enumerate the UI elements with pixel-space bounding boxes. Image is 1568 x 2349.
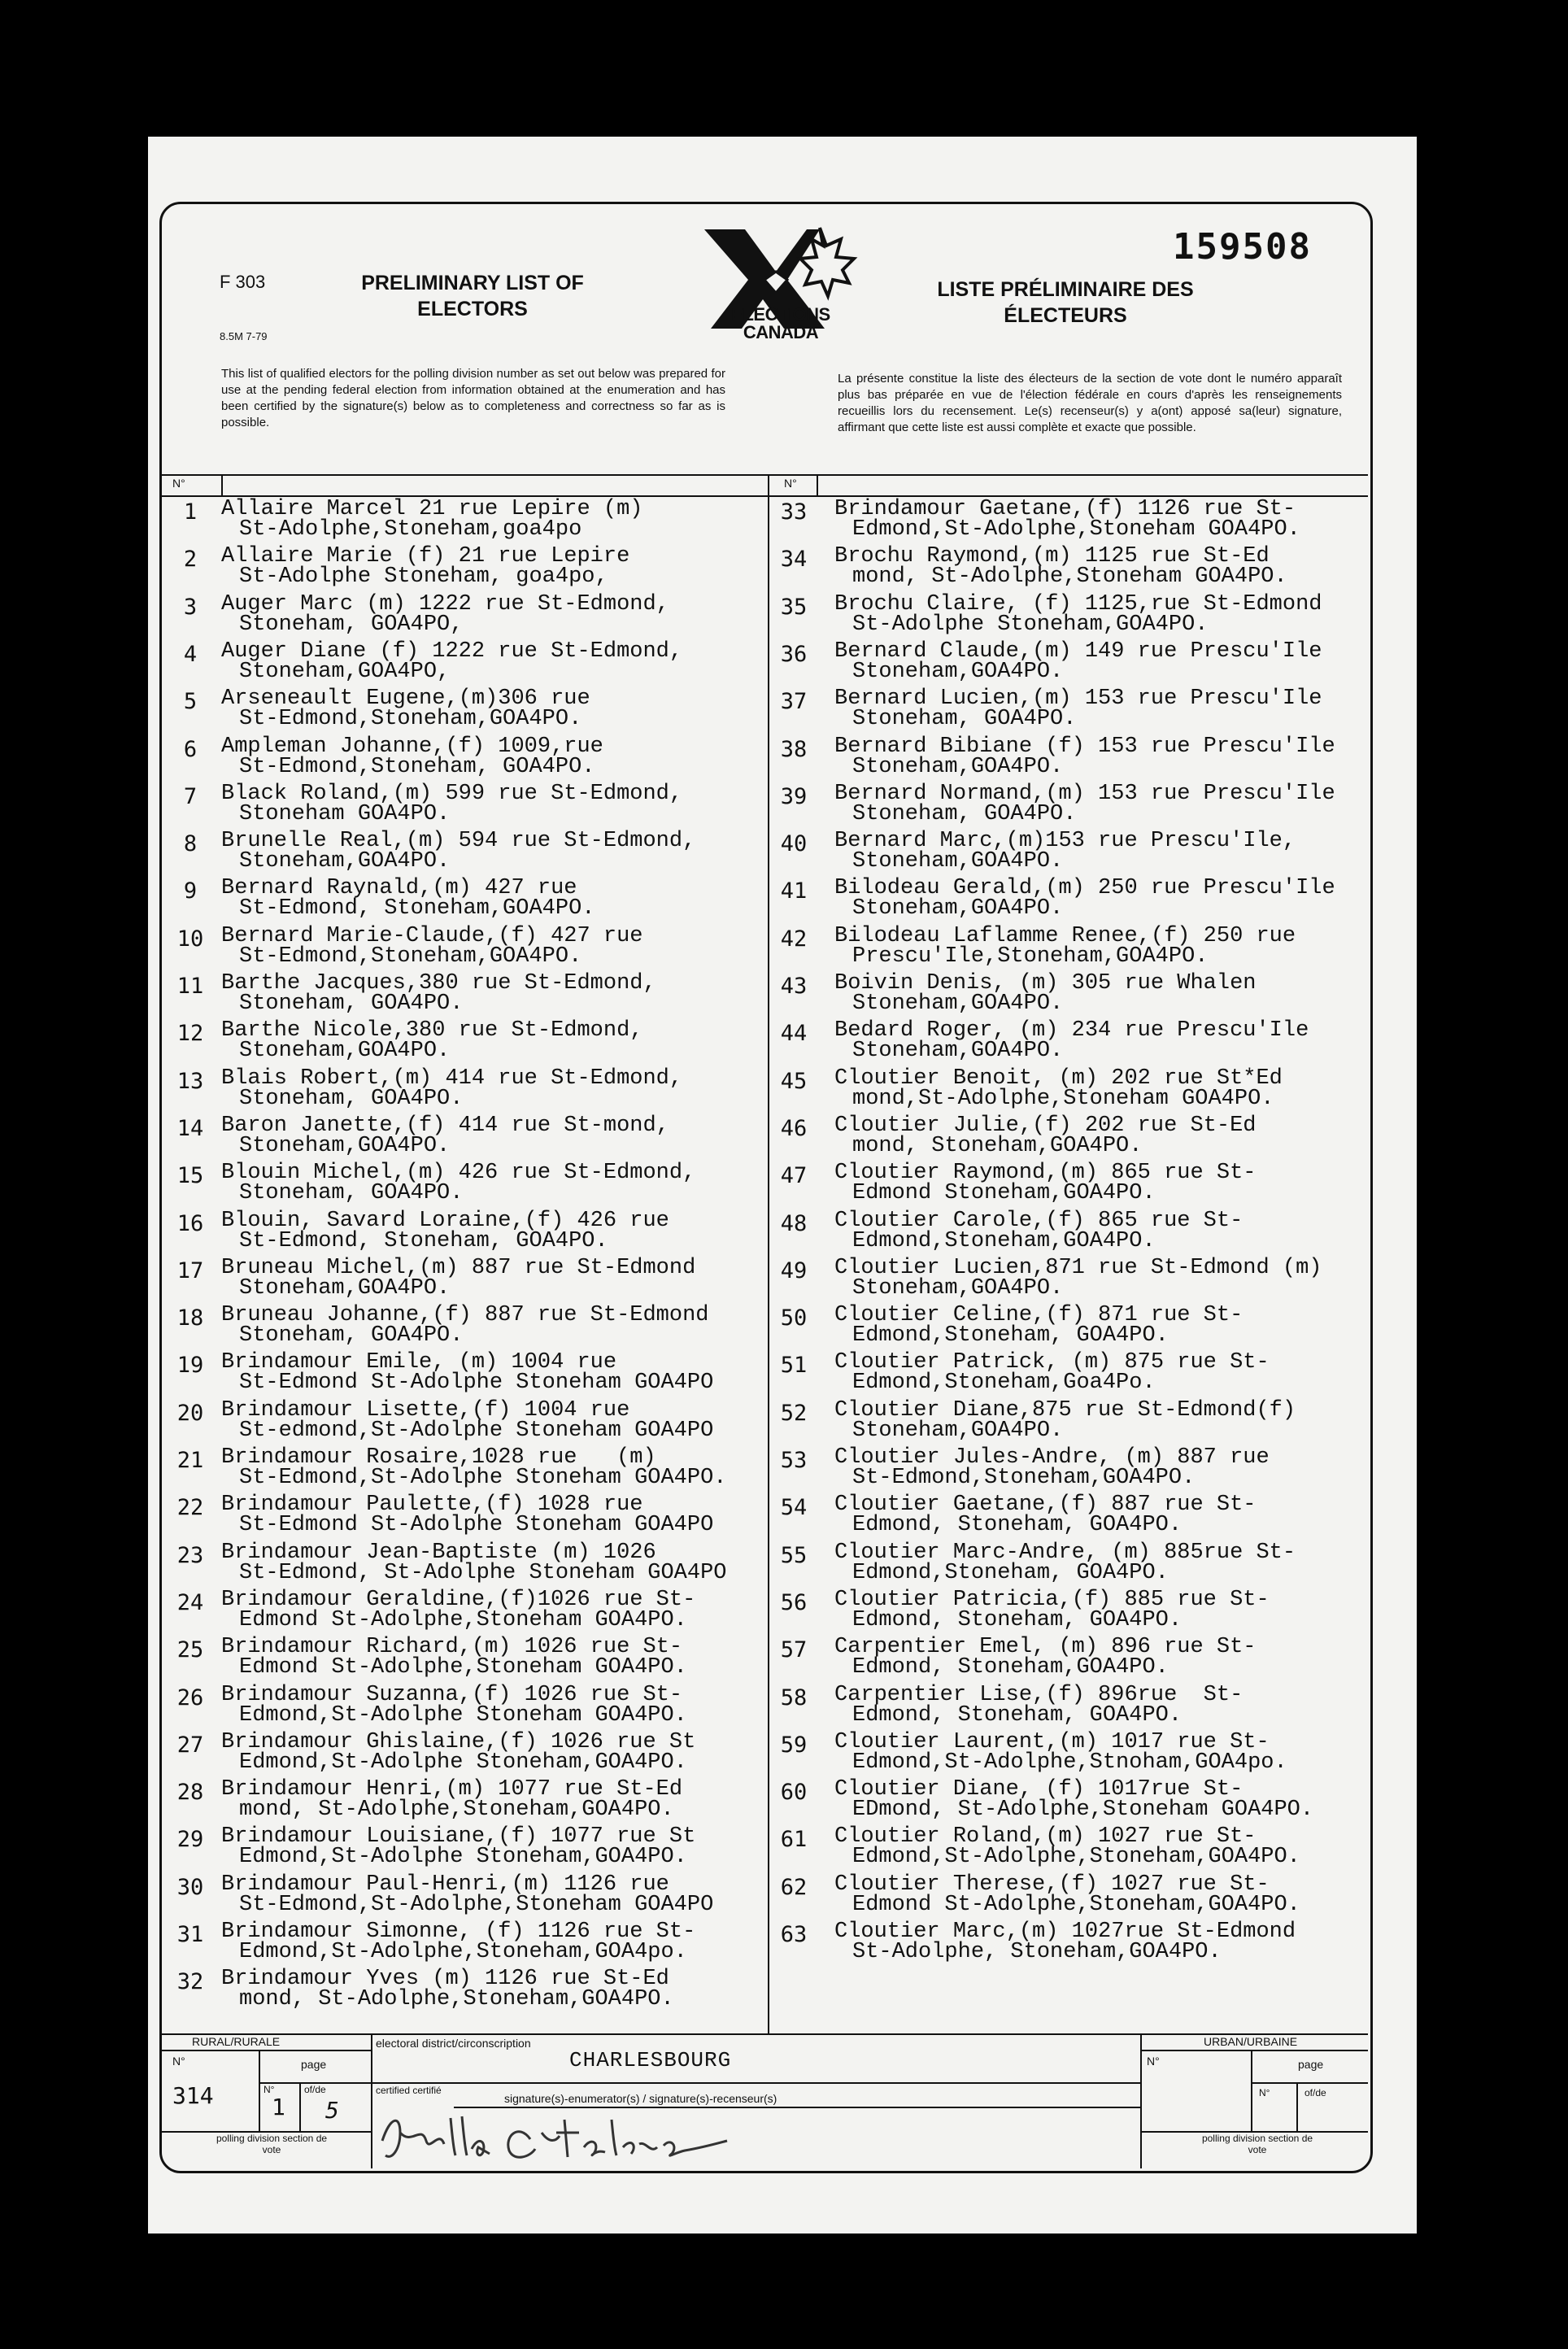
elector-entry-line1: Brindamour Henri,(m) 1077 rue St-Ed	[221, 1777, 683, 1802]
elector-entry	[834, 638, 1322, 684]
elector-entry-line2: Edmond,Stoneham, GOA4PO.	[852, 1323, 1169, 1349]
elector-entry	[834, 1587, 1270, 1632]
elector-entry-line1: Brindamour Geraldine,(f)1026 rue St-	[221, 1587, 696, 1612]
elector-entry-line1: Brunelle Real,(m) 594 rue St-Edmond,	[221, 829, 696, 854]
elector-entry	[221, 1682, 687, 1728]
elector-number: 4	[183, 641, 198, 667]
page-number: 1	[272, 2094, 285, 2120]
elector-entry	[834, 923, 1296, 969]
elector-entry	[834, 876, 1335, 922]
rural-page-divider	[299, 2082, 301, 2131]
elector-entry-line2: Stoneham,GOA4PO.	[239, 1039, 451, 1064]
rural-label: RURAL/RURALE	[192, 2035, 281, 2048]
footer-top-line	[161, 2033, 1368, 2035]
elector-entry-line2: Edmond,Stoneham,GOA4PO.	[852, 1228, 1156, 1253]
elector-number: 41	[780, 878, 808, 904]
elector-entry-line2: Stoneham,GOA4PO,	[239, 659, 451, 684]
elector-entry-line2: Stoneham,GOA4PO.	[852, 659, 1064, 684]
elector-entry	[834, 1777, 1314, 1823]
elector-number: 15	[176, 1163, 204, 1189]
elector-entry-line1: Arseneault Eugene,(m)306 rue	[221, 686, 590, 712]
elector-entry-line1: Auger Diane (f) 1222 rue St-Edmond,	[221, 638, 683, 664]
elector-entry	[221, 1018, 643, 1064]
logo-text	[699, 306, 862, 342]
elector-entry-line2: Stoneham,GOA4PO.	[852, 849, 1064, 874]
elector-entry	[221, 1303, 709, 1349]
elector-entry	[221, 1824, 696, 1870]
elector-number: 60	[780, 1780, 808, 1806]
elector-entry-line1: Blais Robert,(m) 414 rue St-Edmond,	[221, 1066, 683, 1091]
urban-page-no-label: N°	[1259, 2087, 1270, 2098]
elector-entry	[834, 1445, 1270, 1490]
elector-entry-line1: Brochu Raymond,(m) 1125 rue St-Ed	[834, 544, 1270, 569]
elector-number: 36	[780, 641, 808, 667]
elector-entry-line2: Stoneham,GOA4PO.	[852, 1039, 1064, 1064]
title-french: LISTE PRÉLIMINAIRE DES ÉLECTEURS	[937, 278, 1194, 327]
elector-number: 46	[780, 1115, 808, 1141]
electoral-district: CHARLESBOURG	[569, 2048, 732, 2072]
form-code: F 303	[220, 272, 266, 292]
form-print-code: 8.5M 7-79	[220, 330, 268, 342]
elector-entry-line2: Edmond,Stoneham, GOA4PO.	[852, 1560, 1169, 1585]
urban-page-label: page	[1298, 2058, 1324, 2071]
elector-entry-line1: Brindamour Rosaire,1028 rue (m)	[221, 1445, 656, 1470]
elector-entry	[221, 1872, 714, 1917]
elector-number: 18	[176, 1305, 204, 1331]
elector-number: 6	[183, 736, 198, 762]
elector-entry-line1: Black Roland,(m) 599 rue St-Edmond,	[221, 781, 683, 806]
elector-entry	[221, 971, 656, 1016]
elector-number: 44	[780, 1021, 808, 1047]
elector-entry-line2: St-edmond,St-Adolphe Stoneham GOA4PO	[239, 1418, 714, 1443]
elector-entry-line1: Cloutier Marc,(m) 1027rue St-Edmond	[834, 1920, 1296, 1944]
elector-entry-line1: Brindamour Jean-Baptiste (m) 1026	[221, 1540, 656, 1565]
elector-entry-line2: Stoneham,GOA4PO.	[852, 1275, 1064, 1301]
elector-entry-line2: Prescu'Ile,Stoneham,GOA4PO.	[852, 944, 1209, 969]
elector-entry-line2: Stoneham,GOA4PO.	[239, 849, 451, 874]
elector-entry	[834, 1495, 1256, 1536]
elector-number: 3	[183, 594, 198, 620]
elector-entry	[221, 1397, 714, 1443]
elector-entry-line1: Cloutier Roland,(m) 1027 rue St-	[834, 1824, 1257, 1850]
elector-entry	[834, 831, 1296, 872]
elector-entry-line1: Bilodeau Gerald,(m) 250 rue Prescu'Ile	[834, 876, 1335, 901]
elector-entry-line2: Edmond St-Adolphe,Stoneham GOA4PO.	[239, 1655, 687, 1680]
elector-number: 5	[183, 689, 198, 715]
elector-entry-line1: Brindamour Paulette,(f) 1028 rue	[221, 1493, 643, 1518]
elector-entry-line2: Edmond,Stoneham,Goa4Po.	[852, 1371, 1156, 1396]
rural-no-divider	[259, 2050, 260, 2131]
elector-number: 1	[183, 499, 198, 525]
elector-number: 17	[176, 1257, 204, 1283]
elector-entry	[834, 971, 1257, 1016]
elector-entry	[221, 1587, 696, 1632]
elector-entry-line1: Brindamour Louisiane,(f) 1077 rue St	[221, 1824, 696, 1850]
elector-entry-line1: Cloutier Benoit, (m) 202 rue St*Ed	[834, 1066, 1283, 1091]
elector-entry-line2: mond, Stoneham,GOA4PO.	[852, 1133, 1143, 1158]
elector-entry-line1: Cloutier Gaetane,(f) 887 rue St-	[834, 1493, 1257, 1518]
urban-no-divider	[1251, 2050, 1252, 2131]
elector-entry-line1: Bernard Raynald,(m) 427 rue	[221, 876, 577, 901]
elector-number: 59	[780, 1732, 808, 1758]
elector-entry	[221, 734, 603, 779]
elector-entry-line1: Brindamour Paul-Henri,(m) 1126 rue	[221, 1872, 669, 1897]
elector-entry-line2: Stoneham GOA4PO.	[239, 801, 451, 826]
elector-entry	[221, 923, 643, 969]
elector-number: 23	[176, 1542, 204, 1568]
elector-entry	[834, 1824, 1300, 1870]
elector-entry	[221, 1163, 695, 1204]
elector-number: 56	[780, 1589, 808, 1615]
elector-entry	[221, 1777, 683, 1823]
elector-entry	[834, 1540, 1296, 1585]
elector-entry-line2: Edmond,St-Adolphe,Stoneham GOA4PO.	[852, 517, 1300, 542]
elector-entry-line2: Edmond, Stoneham, GOA4PO.	[852, 1702, 1183, 1728]
elector-entry-line1: Cloutier Raymond,(m) 865 rue St-	[834, 1161, 1257, 1186]
elector-number: 30	[176, 1874, 204, 1900]
urban-header-line	[1140, 2050, 1368, 2051]
elector-entry-line2: St-Edmond,Stoneham, GOA4PO.	[239, 754, 595, 779]
elector-number: 47	[780, 1163, 808, 1189]
elector-entry-line1: Cloutier Jules-Andre, (m) 887 rue	[834, 1445, 1270, 1470]
elector-entry-line1: Brindamour Ghislaine,(f) 1026 rue St	[221, 1729, 696, 1754]
elector-entry-line2: St-Edmond, Stoneham, GOA4PO.	[239, 1228, 608, 1253]
elector-entry-line1: Brindamour Suzanna,(f) 1026 rue St-	[221, 1682, 683, 1707]
elector-entry	[834, 781, 1335, 826]
elector-number: 51	[780, 1353, 808, 1379]
elector-entry-line2: Edmond, Stoneham, GOA4PO.	[852, 1513, 1183, 1538]
elector-entry	[221, 1969, 674, 2010]
elector-entry-line2: Edmond Stoneham,GOA4PO.	[852, 1181, 1156, 1206]
title-english: PRELIMINARY LIST OF ELECTORS	[361, 272, 584, 320]
elector-entry-line1: Allaire Marie (f) 21 rue Lepire	[221, 544, 630, 569]
elector-entry-line1: Cloutier Carole,(f) 865 rue St-	[834, 1208, 1244, 1233]
elector-entry-line1: Brochu Claire, (f) 1125,rue St-Edmond	[834, 591, 1322, 617]
elector-entry-line2: St-Edmond,Stoneham,GOA4PO.	[852, 1466, 1196, 1490]
elector-number: 52	[780, 1400, 808, 1426]
elector-entry-line2: Edmond,St-Adolphe,Stnoham,GOA4po.	[852, 1750, 1287, 1775]
elector-number: 55	[780, 1542, 808, 1568]
elector-number: 62	[780, 1874, 808, 1900]
elector-entry-line2: Edmond,St-Adolphe,Stoneham,GOA4po.	[239, 1940, 687, 1964]
elector-entry	[834, 1729, 1287, 1775]
elector-entry-line1: Cloutier Celine,(f) 871 rue St-	[834, 1303, 1244, 1328]
elector-number: 57	[780, 1637, 808, 1663]
elector-entry-line1: Brindamour Gaetane,(f) 1126 rue St-	[834, 497, 1296, 521]
elector-entry-line1: Carpentier Lise,(f) 896rue St-	[834, 1682, 1244, 1707]
elector-entry-line1: Cloutier Therese,(f) 1027 rue St-	[834, 1872, 1270, 1897]
elector-entry-line1: Brindamour Yves (m) 1126 rue St-Ed	[221, 1967, 669, 1992]
elector-entry	[221, 1066, 683, 1111]
urban-page-divider	[1296, 2082, 1298, 2131]
elector-entry	[834, 499, 1300, 540]
elector-number: 9	[183, 878, 198, 904]
urban-label: URBAN/URBAINE	[1204, 2035, 1298, 2048]
elector-entry-line2: St-Edmond, St-Adolphe Stoneham GOA4PO	[239, 1560, 727, 1585]
elector-number: 42	[780, 926, 808, 952]
elector-entry-line1: Cloutier Julie,(f) 202 rue St-Ed	[834, 1113, 1257, 1138]
elector-entry-line2: St-Edmond,Stoneham,GOA4PO.	[239, 707, 582, 732]
elector-number: 2	[183, 547, 198, 573]
elector-entry	[834, 1872, 1300, 1917]
footer-rural-divider	[371, 2033, 372, 2168]
elector-number: 21	[176, 1448, 204, 1473]
elector-entry	[221, 1208, 669, 1253]
elector-entry-line1: Brindamour Lisette,(f) 1004 rue	[221, 1397, 630, 1423]
elector-number: 28	[176, 1780, 204, 1806]
elector-entry-line1: Cloutier Laurent,(m) 1017 rue St-	[834, 1729, 1270, 1754]
elector-entry	[834, 1163, 1256, 1204]
elector-entry-line2: Stoneham, GOA4PO.	[852, 801, 1077, 826]
elector-entry	[221, 1922, 695, 1963]
elector-number: 20	[176, 1400, 204, 1426]
elector-entry-line1: Bernard Bibiane (f) 153 rue Prescu'Ile	[834, 734, 1335, 759]
elector-entry-line1: Cloutier Diane, (f) 1017rue St-	[834, 1777, 1244, 1802]
elector-entry	[834, 1682, 1244, 1728]
elector-number: 43	[780, 974, 808, 999]
rural-page-label: page	[301, 2058, 327, 2071]
elector-entry-line1: Baron Janette,(f) 414 rue St-mond,	[221, 1113, 669, 1138]
elector-entry-line2: Stoneham,GOA4PO.	[852, 1418, 1064, 1443]
elector-entry-line1: Bruneau Michel,(m) 887 rue St-Edmond	[221, 1255, 696, 1280]
intro-french: La présente constitue la liste des électeurs de la section de vote dont le numéro apparaît plus bas préparée en vue de l'élection fédérale en cours d'après les renseignements recueillis lors du recensement. Le(s) recenseur(s) y a(ont) apposé sa(leur) signature, affirmant que cette liste est aussi complète et exacte que possible.	[838, 372, 1342, 434]
urban-polling-division-label: polling division section de vote	[1201, 2133, 1313, 2155]
elector-entry-line1: Auger Marc (m) 1222 rue St-Edmond,	[221, 591, 669, 617]
elector-entry-line1: Cloutier Patricia,(f) 885 rue St-	[834, 1587, 1270, 1612]
elector-entry-line2: mond,St-Adolphe,Stoneham GOA4PO.	[852, 1086, 1274, 1111]
elector-entry-line2: Stoneham, GOA4PO.	[239, 1086, 464, 1111]
elector-number: 27	[176, 1732, 204, 1758]
elector-entry	[221, 1255, 696, 1301]
column-header-no-right: N°	[784, 477, 797, 490]
elector-entry-line1: Bilodeau Laflamme Renee,(f) 250 rue	[834, 923, 1296, 948]
elector-entry-line2: Edmond,St-Adolphe Stoneham GOA4PO.	[239, 1702, 687, 1728]
elector-number: 40	[780, 831, 808, 857]
elector-number: 34	[780, 547, 808, 573]
elector-entry-line2: Edmond St-Adolphe,Stoneham GOA4PO.	[239, 1607, 687, 1632]
elector-entry-line2: Edmond,St-Adolphe Stoneham,GOA4PO.	[239, 1845, 687, 1870]
rural-header-line	[161, 2050, 371, 2051]
elector-entry-line1: Blouin Michel,(m) 426 rue St-Edmond,	[221, 1161, 696, 1186]
elector-entry	[221, 1113, 669, 1158]
elector-number: 39	[780, 783, 808, 809]
elector-number: 13	[176, 1068, 204, 1094]
elector-entry-line2: St-Adolphe Stoneham, goa4po,	[239, 564, 608, 590]
elector-number: 61	[780, 1827, 808, 1853]
elector-entry-line1: Ampleman Johanne,(f) 1009,rue	[221, 734, 603, 759]
page-of-label: of/de	[304, 2084, 326, 2095]
urban-page-line	[1251, 2082, 1368, 2084]
elector-entry	[834, 1637, 1256, 1678]
elector-entry-line1: Bernard Marie-Claude,(f) 427 rue	[221, 923, 643, 948]
elector-number: 14	[176, 1115, 204, 1141]
elector-entry-line1: Blouin, Savard Loraine,(f) 426 rue	[221, 1208, 669, 1233]
elector-number: 12	[176, 1021, 204, 1047]
elector-entry-line1: Bernard Marc,(m)153 rue Prescu'Ile,	[834, 829, 1296, 854]
elector-entry-line1: Bedard Roger, (m) 234 rue Prescu'Ile	[834, 1018, 1309, 1044]
rural-no-label: N°	[172, 2055, 185, 2068]
elector-number: 49	[780, 1257, 808, 1283]
district-label: electoral district/circonscription	[376, 2037, 531, 2050]
elector-entry-line2: Stoneham, GOA4PO.	[239, 991, 464, 1016]
elector-entry-line1: Bernard Claude,(m) 149 rue Prescu'Ile	[834, 638, 1322, 664]
page-of-number: 5	[325, 2097, 339, 2124]
elector-entry-line2: Stoneham,GOA4PO.	[239, 1133, 451, 1158]
urban-page-of-label: of/de	[1304, 2087, 1326, 2098]
elector-number: 22	[176, 1495, 204, 1521]
enumerator-signature	[376, 2108, 750, 2168]
elector-number: 11	[176, 974, 204, 999]
elector-entry	[221, 591, 669, 637]
elector-entry-line1: Cloutier Diane,875 rue St-Edmond(f)	[834, 1397, 1296, 1423]
elector-entry	[221, 1637, 687, 1678]
elector-entry-line2: Stoneham,GOA4PO.	[852, 991, 1064, 1016]
elector-entry	[221, 1729, 696, 1775]
elector-entry-line2: Stoneham,GOA4PO.	[852, 896, 1064, 922]
serial-number: 159508	[1173, 226, 1312, 268]
elector-entry	[834, 686, 1322, 732]
elector-entry	[834, 734, 1335, 779]
elector-entry-line2: Stoneham, GOA4PO.	[852, 707, 1077, 732]
column-header-no-left: N°	[172, 477, 185, 490]
elector-number: 19	[176, 1353, 204, 1379]
elector-entry	[834, 1397, 1296, 1443]
district-line	[371, 2082, 1140, 2084]
elector-entry-line1: Barthe Nicole,380 rue St-Edmond,	[221, 1018, 643, 1044]
elector-number: 54	[780, 1495, 808, 1521]
elector-entry-line1: Barthe Jacques,380 rue St-Edmond,	[221, 971, 656, 996]
elector-entry-line2: Stoneham, GOA4PO.	[239, 1181, 464, 1206]
elector-entry-line2: Stoneham,GOA4PO.	[239, 1275, 451, 1301]
elector-number: 50	[780, 1305, 808, 1331]
elector-entry-line2: Edmond, Stoneham,GOA4PO.	[852, 1655, 1169, 1680]
elector-entry	[834, 1018, 1309, 1064]
elector-entry-line1: Brindamour Richard,(m) 1026 rue St-	[221, 1635, 683, 1660]
elector-entry-line1: Brindamour Simonne, (f) 1126 rue St-	[221, 1920, 696, 1944]
elector-number: 63	[780, 1922, 808, 1947]
elector-number: 38	[780, 736, 808, 762]
elector-entry	[221, 781, 683, 826]
elector-entry	[221, 499, 642, 540]
elector-entry-line1: Bernard Lucien,(m) 153 rue Prescu'Ile	[834, 686, 1322, 712]
elector-number: 8	[183, 831, 198, 857]
elector-entry-line2: Edmond,St-Adolphe,Stoneham,GOA4PO.	[852, 1845, 1300, 1870]
polling-division-number: 314	[172, 2082, 214, 2109]
elector-entry-line1: Brindamour Emile, (m) 1004 rue	[221, 1350, 617, 1375]
elector-entry	[834, 1208, 1244, 1253]
elector-entry	[221, 876, 595, 922]
elector-entry-line1: Boivin Denis, (m) 305 rue Whalen	[834, 971, 1257, 996]
elector-entry-line1: Allaire Marcel 21 rue Lepire (m)	[221, 497, 643, 521]
elector-entry-line2: Edmond,St-Adolphe Stoneham,GOA4PO.	[239, 1750, 687, 1775]
elector-number: 29	[176, 1827, 204, 1853]
table-top-line	[161, 474, 1368, 476]
elector-entry-line2: Stoneham, GOA4PO.	[239, 1323, 464, 1349]
elector-entry	[834, 1255, 1322, 1301]
elector-entry-line2: EDmond, St-Adolphe,Stoneham GOA4PO.	[852, 1798, 1314, 1823]
elector-entry-line2: Stoneham,GOA4PO.	[852, 754, 1064, 779]
elector-entry-line1: Bruneau Johanne,(f) 887 rue St-Edmond	[221, 1303, 709, 1328]
polling-division-label: polling division section de vote	[216, 2133, 328, 2155]
elector-entry	[221, 1350, 714, 1396]
elector-entry-line2: St-Edmond,St-Adolphe,Stoneham GOA4PO	[239, 1892, 714, 1917]
elector-number: 45	[780, 1068, 808, 1094]
elector-number: 33	[780, 499, 808, 525]
elector-number: 48	[780, 1210, 808, 1236]
elector-entry	[834, 544, 1287, 590]
elector-number: 24	[176, 1589, 204, 1615]
signature-label: signature(s)-enumerator(s) / signature(s)-recenseur(s)	[504, 2092, 777, 2105]
elector-entry	[221, 1495, 713, 1536]
elector-entry-line2: Edmond St-Adolphe,Stoneham,GOA4PO.	[852, 1892, 1300, 1917]
elector-entry	[221, 638, 683, 684]
elector-entry-line1: Bernard Normand,(m) 153 rue Prescu'Ile	[834, 781, 1335, 806]
elector-entry-line2: St-Edmond,St-Adolphe Stoneham GOA4PO.	[239, 1466, 727, 1490]
elector-entry	[221, 1445, 727, 1490]
elector-entry	[221, 1540, 727, 1585]
elector-entry	[221, 544, 630, 590]
elector-entry-line2: mond, St-Adolphe,Stoneham GOA4PO.	[852, 564, 1287, 590]
elector-number: 31	[176, 1922, 204, 1947]
logo-text-line2: CANADA	[743, 322, 819, 342]
elector-number: 26	[176, 1684, 204, 1711]
elector-number: 7	[183, 783, 198, 809]
elector-number: 58	[780, 1684, 808, 1711]
elector-entry	[834, 1066, 1283, 1111]
elector-number: 35	[780, 594, 808, 620]
elector-entry	[834, 1922, 1296, 1963]
elector-entry-line2: mond, St-Adolphe,Stoneham,GOA4PO.	[239, 1798, 674, 1823]
elector-entry-line1: Cloutier Lucien,871 rue St-Edmond (m)	[834, 1255, 1322, 1280]
logo-text-line1: ELECTIONS	[731, 304, 830, 325]
elector-number: 37	[780, 689, 808, 715]
elector-entry-line2: St-Adolphe, Stoneham,GOA4PO.	[852, 1940, 1222, 1964]
certified-label: certified certifié	[376, 2085, 442, 2096]
header-no-divider-left	[221, 474, 223, 495]
elector-entry-line2: St-Adolphe,Stoneham,goa4po	[239, 517, 582, 542]
elector-entry-line2: St-Edmond St-Adolphe Stoneham GOA4PO	[239, 1513, 714, 1538]
elector-entry	[221, 686, 590, 732]
elector-entry-line2: St-Adolphe Stoneham,GOA4PO.	[852, 612, 1209, 637]
elector-entry-line2: Edmond, Stoneham, GOA4PO.	[852, 1607, 1183, 1632]
elector-entry	[221, 831, 695, 872]
elector-number: 32	[176, 1969, 204, 1995]
elector-entry-line1: Carpentier Emel, (m) 896 rue St-	[834, 1635, 1257, 1660]
footer-urban-divider	[1140, 2033, 1142, 2168]
elector-entry-line2: St-Edmond,Stoneham,GOA4PO.	[239, 944, 582, 969]
elector-entry-line2: mond, St-Adolphe,Stoneham,GOA4PO.	[239, 1987, 674, 2012]
page-no-label: N°	[264, 2084, 275, 2095]
elector-entry-line2: St-Edmond St-Adolphe Stoneham GOA4PO	[239, 1371, 714, 1396]
intro-english: This list of qualified electors for the polling division number as set out below was prepared for use at the pending federal election from information obtained at the enumeration and has been certified by the signature(s) below as to completeness and correctness so far as is possible.	[221, 367, 725, 429]
elector-entry-line2: Stoneham, GOA4PO,	[239, 612, 464, 637]
elector-entry	[834, 1303, 1244, 1349]
elector-entry-line2: St-Edmond, Stoneham,GOA4PO.	[239, 896, 595, 922]
elector-number: 25	[176, 1637, 204, 1663]
elector-number: 16	[176, 1210, 204, 1236]
elector-entry	[834, 1350, 1270, 1396]
elector-number: 10	[176, 926, 204, 952]
elector-entry	[834, 591, 1322, 637]
elector-number: 53	[780, 1448, 808, 1473]
elector-entry	[834, 1113, 1257, 1158]
header-no-divider-right	[817, 474, 818, 495]
elector-entry-line1: Cloutier Marc-Andre, (m) 885rue St-	[834, 1540, 1296, 1565]
urban-no-label: N°	[1147, 2055, 1160, 2068]
elector-entry-line1: Cloutier Patrick, (m) 875 rue St-	[834, 1350, 1270, 1375]
